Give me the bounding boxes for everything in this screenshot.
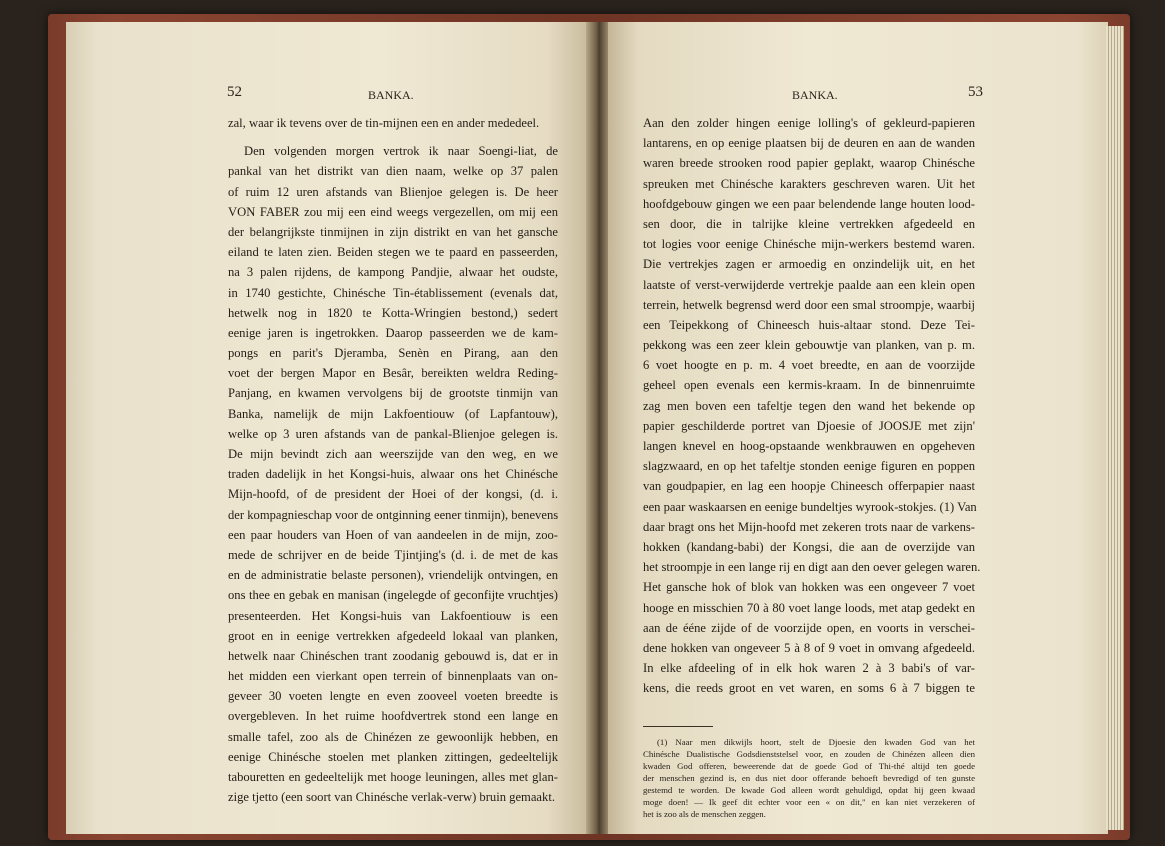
text-line: Mijn-hoofd, of de president der Hoei of der kongsi, (d. i. [228,487,558,502]
text-line: eiland te laten zien. Beiden stegen we te paard en passeerden, [228,245,558,260]
text-line: VON FABER zou mij een eind weegs vergezellen, om mij een [228,204,558,219]
text-line: waren breede strooken rood papier geplakt, waarop Chinésche [643,156,975,171]
text-line: langen knevel en hoog-opstaande wenkbrauwen en opgeheven [643,439,975,453]
text-line: tot logies voor eenige Chinésche mijn-werkers bestemd waren. [643,237,975,252]
text-line: Banka, namelijk de mijn Lakfoentiouw (of Lapfantouw), [228,406,558,421]
footnote-line: der menschen gezind is, en dus niet door offerande behoeft bevredigd of ten gunste [643,773,975,783]
right-page-body [643,113,981,698]
text-line: zag men boven een tafeltje tegen den wand het bekende op [643,398,975,413]
text-line: voet der bergen Mapor en Besâr, bereikten weldra Reding- [228,366,558,381]
text-line: traden dadelijk in het Kongsi-huis, alwaar ons het Chinésche [228,467,558,482]
footnote-line: Chinésche Dualistische Godsdienststelsel voor, en zouden de Chinézen alleen dien [643,749,975,759]
text-line: daar bragt ons het Mijn-hoofd met zekeren trots naar de varkens- [643,519,975,534]
text-line: na 3 palen rijdens, de kampong Pandjie, alwaar het oudste, [228,265,558,280]
text-line: 6 voet hoogte en p. m. 4 voet breedte, en aan de voorzijde [643,358,975,373]
text-line: papier geschilderde portret van Djoesie of JOOSJE met zijn' [643,418,975,433]
text-line: en de administratie belaste personen), vriendelijk ontvingen, en [228,568,558,583]
footnote-line: gestemd te worden. De kwade God alleen wordt gehuldigd, opdat hij geen kwaad [643,785,975,795]
left-page-body [228,113,558,807]
text-line: hooge en misschien 70 à 80 voet lange loods, met atap gedekt en [643,600,975,615]
text-line: slagzwaard, en op het tafeltje stonden eenige figuren en poppen [643,459,975,474]
footnote-line: (1) Naar men dikwijls hoort, stelt de Djoesie den kwaden God van het [657,737,975,747]
page-edges [1106,26,1124,830]
text-line: zal, waar ik tevens over de tin-mijnen een en ander mededeel. [228,116,540,130]
right-running-head: BANKA. [792,88,838,102]
text-line: hetwelk naar Chinéschen trant zoodanig gebouwd is, dat er in [228,648,558,663]
text-line: hetwelk nog in 1820 te Kotta-Wringien bestond,) sedert [228,305,558,320]
text-line: hokken (kandang-babi) der Kongsi, die aan de overzijde van [643,539,975,554]
right-page-number: 53 [968,84,983,100]
text-line: De mijn bevindt zich aan weerszijde van den weg, en we [228,447,558,461]
text-line: pekkong was een zeer klein gebouwtje van planken, van p. m. [643,338,975,353]
left-page-number: 52 [227,84,242,100]
text-line: het stroompje in een lange rij en digt aan den oever gelegen waren. [643,560,981,575]
text-line: laatste of verst-verwijderde vertrekje paalde aan een klein open [643,277,975,292]
text-line: een Teipekkong of Chineesch huis-altaar stond. Deze Tei- [643,317,975,332]
text-line: welke op 3 uren afstands van de pankal-Blienjoe gelegen is. [228,426,558,441]
text-line: smalle tafel, zoo als de Chinézen ze gewoonlijk hebben, en [228,729,558,744]
text-line: Het gansche hok of blok van hokken was een ongeveer 7 voet [643,580,975,595]
text-line: presenteerden. Het Kongsi-huis van Lakfoentiouw is een [228,608,558,623]
text-line: tabouretten en gedeeltelijk met hooge leuningen, alles met glan- [228,770,558,784]
footnote-rule [643,726,713,727]
text-line: van goudpapier, en lag een hoopje Chineesch offerpapier naast [643,479,975,494]
text-line: geveer 30 voeten lengte en even zooveel voeten breedte is [228,689,558,704]
text-line: Die vertrekjes zagen er armoedig en onzindelijk uit, en het [643,257,975,272]
text-line: een paar houders van Hoen of van aandeelen in de mijn, zoo- [228,527,558,542]
text-line: of ruim 12 uren afstands van Blienjoe gelegen is. De heer [228,184,558,199]
text-line: sen door, die in talrijke kleine vertrekken afgedeeld en [643,216,975,231]
text-line: Aan den zolder hingen eenige lolling's of gekleurd-papieren [643,116,975,130]
text-line: spreuken met Chinésche karakters geschreven waren. Uit het [643,176,975,191]
text-line: der kompagnieschap voor de ontginning eener tinmijn), benevens [228,507,559,522]
text-line: dene hokken van ongeveer 5 à 8 of 9 voet in omvang afgedeeld. [643,640,975,655]
text-line: groot en in eenige vertrekken afgedeeld lokaal van planken, [228,628,558,643]
text-line: ons thee en gebak en manisan (ingelegde of geconfijte vruchtjes) [228,588,558,603]
text-line: pongs en parit's Djeramba, Senèn en Pirang, aan den [228,346,558,361]
text-line: kens, die reeds groot en vet waren, en soms 6 à 7 biggen te [643,681,975,696]
footnote-line: moge doen! — Ik geef dit echter voor een « on dit," en kan niet verzekeren of [643,797,975,807]
text-line: aan de ééne zijde of de voorzijde open, en voorts in verschei- [643,620,975,635]
text-line: een paar waskaarsen en eenige bundeltjes wyrook-stokjes. (1) Van [643,499,977,514]
text-line: mede de schrijver en de beide Tjintjing's (d. i. de met de kas [228,547,558,562]
text-line: Den volgenden morgen vertrok ik naar Soengi-liat, de [244,144,558,159]
text-line: terrein, hetwelk begrensd werd door een smal stroompje, waarbij [643,297,975,312]
book-gutter [586,22,610,834]
text-line: lantarens, en op eenige plaatsen bij de deuren en aan de wanden [643,136,975,151]
text-line: pankal van het distrikt van dien naam, welke op 37 palen [228,164,558,179]
text-line: eenige jaren is ingetrokken. Daarop passeerden we de kam- [228,325,558,340]
text-line: hoofdgebouw gingen we een paar belendende lange houten lood- [643,196,975,211]
text-line: het midden een vierkant open terrein of binnenplaats van on- [228,669,558,684]
text-line: der belangrijkste tinmijnen in zijn distrikt en van het gansche [228,224,558,239]
footnote-line: kwaden God offeren, beweerende dat de goede God of Thi-thé altijd ten goede [643,761,975,771]
text-line: overgebleven. In het ruime hoofdvertrek stond een lange en [228,709,558,724]
text-line: eenige Chinésche stoelen met planken zittingen, gedeeltelijk [228,749,558,764]
text-line: geheel open evenals een kermis-kraam. In de binnenruimte [643,378,975,393]
text-line: Panjang, en kwamen vervolgens bij de grootste tinmijn van [228,386,558,401]
text-line: In elke afdeeling of in elk hok waren 2 à 3 babi's of var- [643,661,975,676]
text-line: zige tjetto (een soort van Chinésche verlak-verw) bruin gemaakt. [228,790,555,805]
left-running-head: BANKA. [368,88,414,102]
footnotes [643,736,975,820]
footnote-line: het is zoo als de menschen zeggen. [643,809,766,819]
text-line: in 1740 gestichte, Chinésche Tin-établissement (evenals dat, [228,285,558,300]
